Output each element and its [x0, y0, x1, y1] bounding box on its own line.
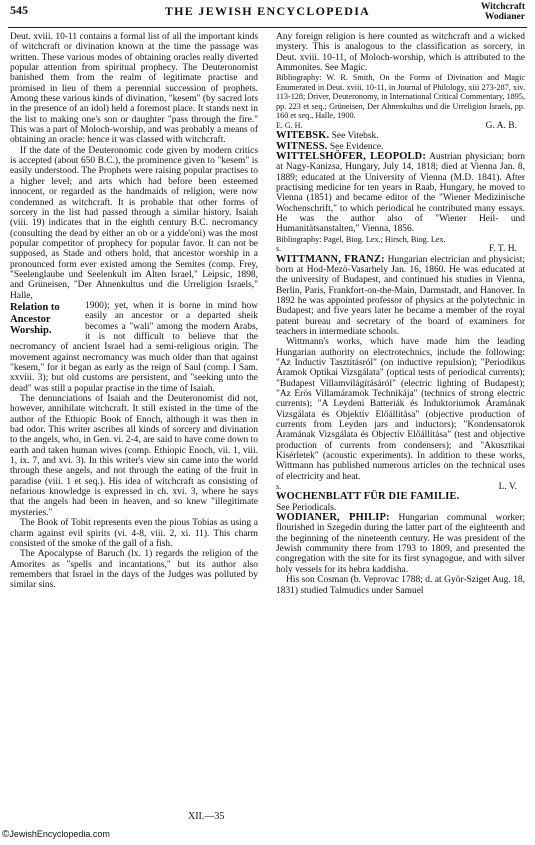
paragraph: If the date of the Deuteronomic code given by modern critics is accepted (about 650 B.C.), the prominence given to "kesem" is easily understood. The Prophets were raising popular practises to a higher level; and arts which had before been esteemed innocent, or regarded as the handmaids of religion, were now condemned as witchcraft. It is probable that other forms of sorcery in the list had passed through a similar history. Isaiah (viii. 19) indicates that in the eighth century B.C. necromancy (consulting the dead by either an ob or a yidde'oni) was the most popular competitor of prophecy for popular favor. It can not be supposed, as Stade and others hold, that ancestor worship in a pronounced form ever existed among the Semites (comp. Frey, "Seelenglaube und Seelenkult im Alten Israel," Leipsic, 1898, and Grüneisen, "Der Ahnenkultus und die Urreligion Israels," Halle, [10, 145, 258, 301]
paragraph: The Book of Tobit represents even the pious Tobias as using a charm against evil spirits (vi. 4-8, viii. 2, xi. 11). This charm consisted of the smoke of the gall of a fish. [10, 518, 258, 549]
paragraph: His son Cosman (b. Veprovac 1788; d. at Györ-Sziget Aug. 18, 1831) studied Talmudics under Samuel [276, 575, 525, 596]
paragraph: Wittmann's works, which have made him the leading Hungarian authority on electrotechnics, include the following: "Az Inductiv Tasztításról" (on inductive repulsion); "Periodikus Áramok Optikai Vizsgálata" (optical tests of periodical currents); "Budapest Villamvilágításáról" (electric lighting of Budapest); "Az Erös Villamáramok Technikája" (technics of strong electric currents); "A Leydeni Batteriák és Induktoriumok Áramának Vizsgálata és Objektív Előállítása" (objective production of currents from Leyden jars and inductors); "Kondensatorok Áramának Vizsgálata és Objectív Előállítása" (test and objective production of currents from condensers); and "Akusztikai Kísérletek" (acoustic experiments). In addition to these works, Wittmann has published numerous articles on the technical uses of electricity and heat. [276, 337, 525, 482]
paragraph: The denunciations of Isaiah and the Deuteronomist did not, however, annihilate witchcraft. It still existed in the time of the author of the Ethiopic Book of Enoch, although it was then in bad odor. This writer ascribes all kinds of sorcery and divination to the angels, who, in Gen. vi. 2-4, are said to have come down to earth and taken human wives (comp. Ethiopic Enoch, vii. 1, viii. 1, ix. 7, and xvi. 3). In this writer's view sin came into the world through these angels, and not through the eating of the fruit in paradise (viii. 1 et seq.). His idea of witchcraft as consisting of nefarious knowledge is expressed in ch. xvi. 3, where he says that the angels had been in heaven, and so knew "illegitimate mysteries." [10, 394, 258, 518]
signature-mark: XII.—35 [188, 811, 225, 822]
signature-left: s. [276, 244, 282, 254]
page-header [8, 3, 527, 28]
entry-wittmann [276, 255, 525, 338]
watermark-text: JewishEncyclopedia.com [9, 829, 110, 839]
margin-heading-line: Ancestor [10, 313, 51, 325]
paragraph: 1900); yet, when it is borne in mind how easily an ancestor or a departed sheik becomes a "wali" among the modern Arabs, it is not difficult to believe that the necromancy of ancient Israel had a semi-religious origin. The movement against necromancy was much older than that against "kesem," for it began as early as the reign of Saul (comp. I Sam. xxviii. 3); but old customs are persistent, and "seeking unto the dead" was still a popular practise in the time of Isaiah. [10, 300, 258, 394]
signature-right: G. A. B. [485, 120, 517, 131]
entry-text: See Evidence. [327, 141, 384, 152]
left-column [10, 32, 258, 591]
margin-heading [10, 302, 80, 337]
running-head-last: Wodianer [484, 12, 525, 22]
bibliography: Bibliography: Pagel, Biog. Lex.; Hirsch, Biog. Lex. [276, 234, 446, 244]
entry-wittelshofer [276, 152, 525, 235]
running-head [481, 2, 525, 22]
entry-text: See Periodicals. [276, 502, 337, 513]
page-title: THE JEWISH ENCYCLOPEDIA [164, 4, 371, 18]
entry-text: Austrian physician; born at Nagy-Kanizsa, Hungary, July 14, 1818; died at Vienna Jan. 8, 1889; educated at the University of Vienna (M.D. 1841). After practising medicine for ten years in Raab, Hungary, he moved to Vienna (1851) and became editor of the "Wiener Medizinische Wochenschrift," to which periodical he contributed many essays. He was the author also of "Wiener Heil- und Humanitätsanstalten," Vienna, 1856. [276, 151, 526, 235]
entry-heading: WITNESS. [276, 140, 328, 152]
signature-left: s. [276, 482, 282, 492]
entry-text: Hungarian electrician and physicist; born at Hod-Mezö-Vasarhely Jan. 16, 1860. He was educated at the university of Budapest, and continued his studies in Vienna, Berlin, Paris, Frankfort-on-the-Main, Darmstadt, and Hanover. In 1892 he was appointed professor of physics at the polytechnic in Budapest; and five years later he became a member of the royal patent bureau and secretary of the board of examiners for teachers in intermediate schools. [276, 254, 525, 337]
running-head-first: Witchcraft [480, 2, 525, 12]
copyright-symbol: © [2, 829, 10, 840]
margin-heading-line: Relation to [10, 301, 60, 313]
signature-right: F. T. H. [488, 244, 517, 255]
entry-wochenblatt [276, 492, 525, 502]
page-number: 545 [10, 3, 28, 17]
entry-text: See Vitebsk. [329, 131, 379, 142]
paragraph: Deut. xviii. 10-11 contains a formal list of all the important kinds of witchcraft or divination known at the time the passage was written. These various modes of obtaining oracles really diverted popular attention from spiritual prophecy. The Deuteronomist banished them from the realm of legitimate practise and promised in lieu of them a perennial succession of prophets. Among these various kinds of divination, "kesem" (by sacred lots in the presence of an idol) held a foremost place. It stands next in the list to making one's son or daughter "pass through the fire." This was a part of Moloch-worship, and was probably a means of obtaining an oracle: hence it was classed with witchcraft. [10, 32, 258, 146]
entry-wodianer [276, 513, 525, 575]
entry-text: Hungarian communal worker; flourished in Szegedin during the latter part of the eighteenth and the beginning of the nineteenth century. He was president of the Jewish community there from 1793 to 1809, and presented the congregation with the site for its first synagogue, and with silver holy vessels for its hebra kaddisha. [276, 513, 526, 575]
entry-heading: WITEBSK. [276, 130, 330, 142]
signature-right: L. V. [498, 482, 517, 493]
entry-heading: WITTELSHÖFER, LEOPOLD: [276, 150, 427, 162]
signature-left: E. G. H. [276, 120, 303, 130]
entry-heading: WITTMANN, FRANZ: [276, 253, 385, 265]
entry-heading: WOCHENBLATT FÜR DIE FAMILIE. [276, 491, 460, 503]
watermark [2, 829, 110, 840]
right-column [276, 32, 525, 596]
entry-heading: WODIANER, PHILIP: [276, 512, 390, 524]
margin-heading-line: Worship. [10, 325, 52, 337]
paragraph: Any foreign religion is here counted as witchcraft and a wicked mystery. This is analogous to the classification as sorcery, in Deut. xviii. 10-11, of Moloch-worship, which is attributed to the Ammonites. See Magic. [276, 32, 525, 74]
paragraph: The Apocalypse of Baruch (lx. 1) regards the religion of the Amorites as "spells and incantations," but its author also remembers that Israel in the days of the Judges was polluted by similar sins. [10, 549, 258, 591]
bibliography: Bibliography: W. R. Smith, On the Forms of Divination and Magic Enumerated in Deut. xviii. 10-11, in Journal of Philology, xiii 273-287, xiv. 113-128; Driver, Deuteronomy, in International Critical Commentary, 1895, pp. 223 et seq.; Grüneisen, Der Ahnenkultus und die Urreligion Israels, pp. 160 et seq., Halle, 1900. [276, 73, 525, 121]
